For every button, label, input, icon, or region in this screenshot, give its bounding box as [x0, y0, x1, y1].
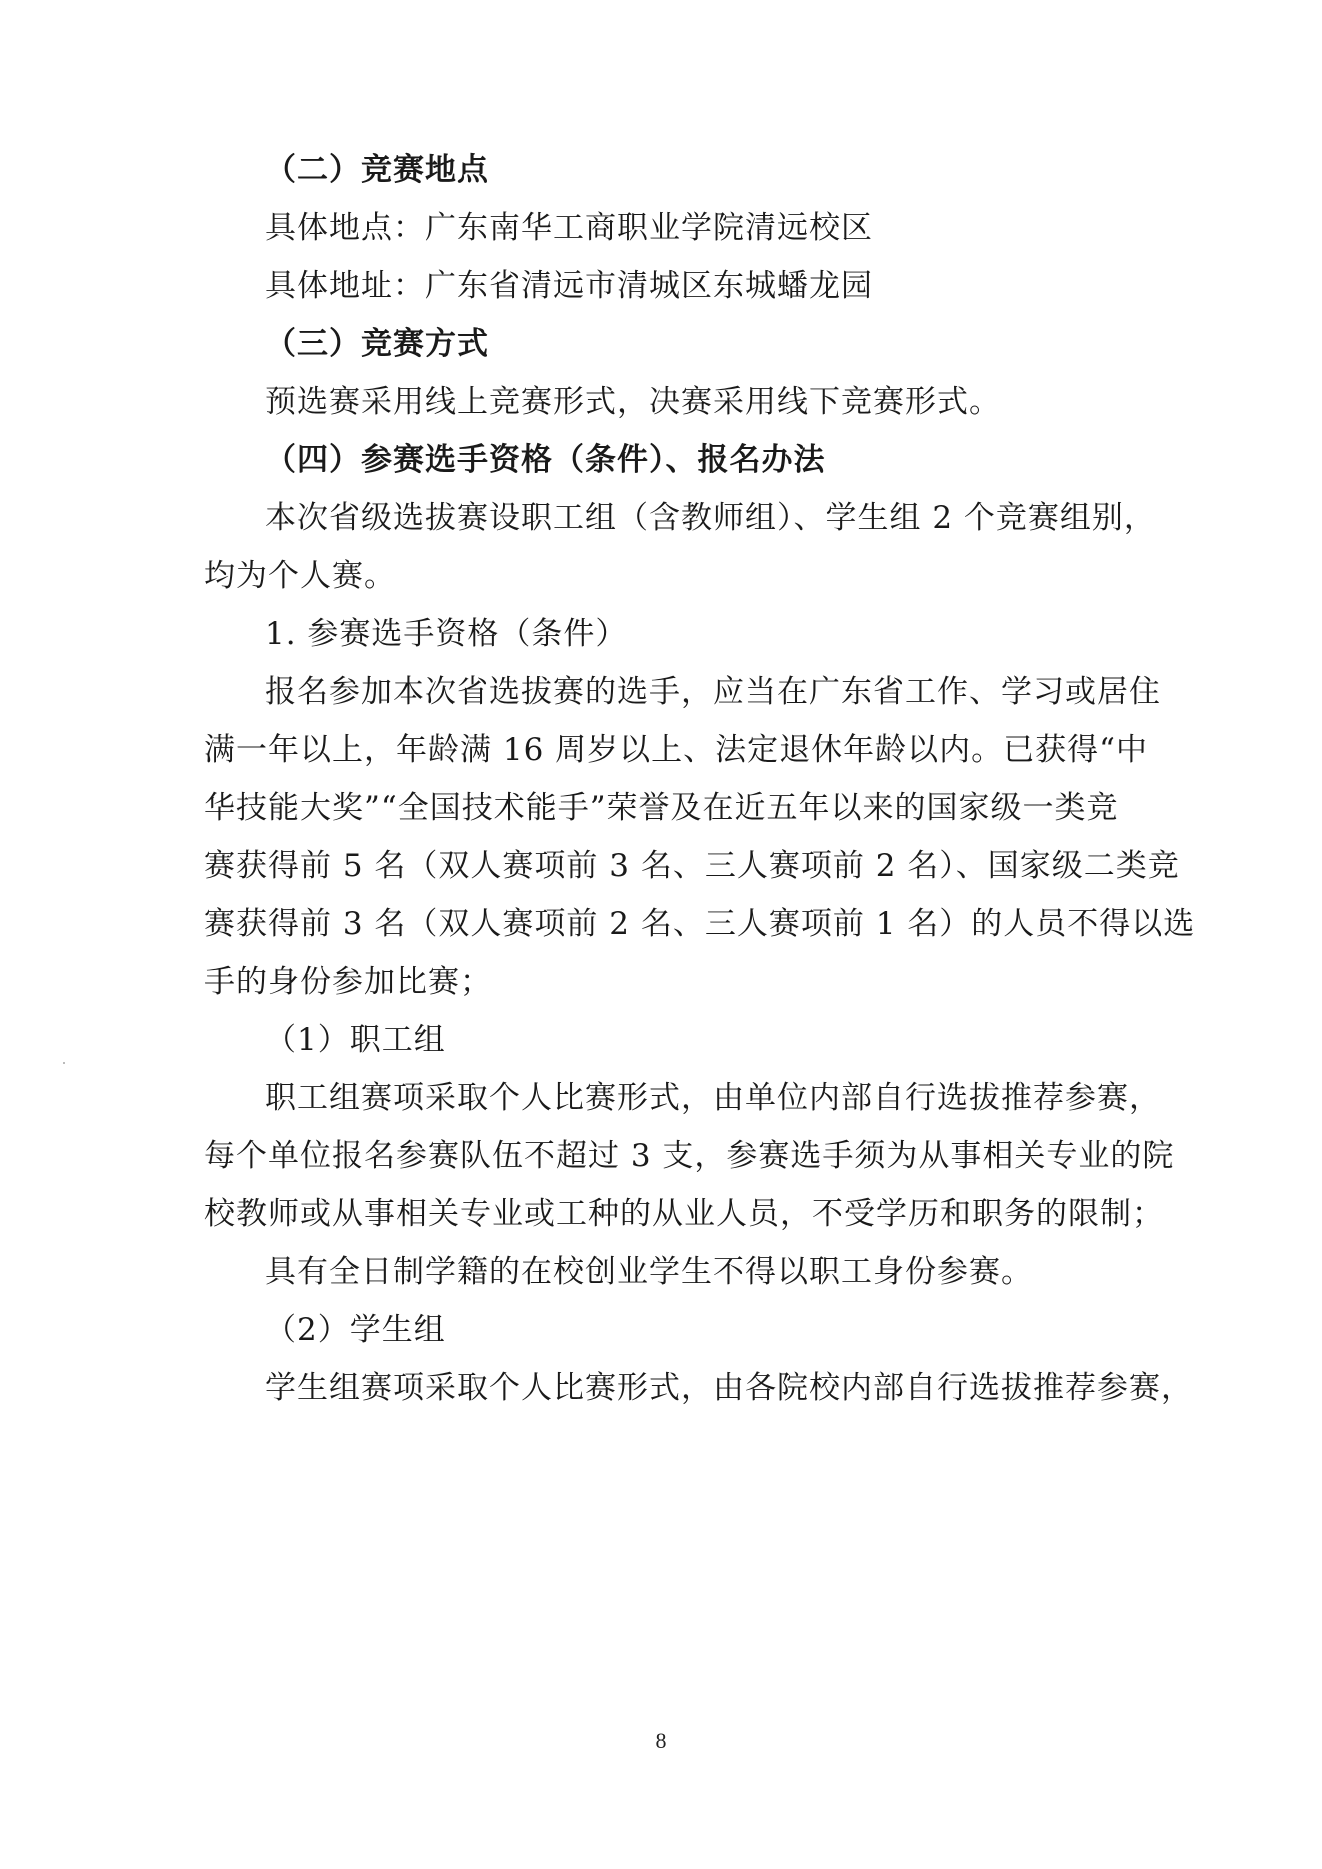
- paragraph-line: 学生组赛项采取个人比赛形式，由各院校内部自行选拔推荐参赛，: [265, 1370, 1193, 1406]
- paragraph-line: 报名参加本次省选拔赛的选手，应当在广东省工作、学习或居住: [265, 674, 1161, 710]
- subheading-staff-group: （1）职工组: [265, 1022, 446, 1058]
- section-heading-venue: （二）竞赛地点: [265, 152, 489, 188]
- paragraph-line: 华技能大奖”“全国技术能手”荣誉及在近五年以来的国家级一类竞: [204, 790, 1119, 826]
- paragraph-line: 均为个人赛。: [204, 558, 396, 594]
- paragraph-line: 本次省级选拔赛设职工组（含教师组）、学生组 2 个竞赛组别，: [265, 500, 1156, 536]
- page-number: 8: [655, 1728, 667, 1753]
- paragraph-line: 校教师或从事相关专业或工种的从业人员，不受学历和职务的限制；: [204, 1196, 1164, 1232]
- section-heading-eligibility: （四）参赛选手资格（条件）、报名办法: [265, 442, 826, 478]
- paragraph-line: 手的身份参加比赛；: [204, 964, 492, 1000]
- paragraph-line: 满一年以上，年龄满 16 周岁以上、法定退休年龄以内。已获得“中: [204, 732, 1148, 768]
- venue-place: 具体地点：广东南华工商职业学院清远校区: [265, 210, 873, 246]
- section-heading-format: （三）竞赛方式: [265, 326, 489, 362]
- format-text: 预选赛采用线上竞赛形式，决赛采用线下竞赛形式。: [265, 384, 1001, 420]
- paragraph-line: 赛获得前 3 名（双人赛项前 2 名、三人赛项前 1 名）的人员不得以选: [204, 906, 1196, 942]
- venue-address: 具体地址：广东省清远市清城区东城蟠龙园: [265, 268, 873, 304]
- scan-speck: [63, 1062, 65, 1064]
- subheading-student-group: （2）学生组: [265, 1312, 446, 1348]
- subheading-qualification: 1. 参赛选手资格（条件）: [265, 616, 628, 652]
- paragraph-line: 赛获得前 5 名（双人赛项前 3 名、三人赛项前 2 名）、国家级二类竞: [204, 848, 1180, 884]
- paragraph-line: 每个单位报名参赛队伍不超过 3 支，参赛选手须为从事相关专业的院: [204, 1138, 1175, 1174]
- paragraph-line: 职工组赛项采取个人比赛形式，由单位内部自行选拔推荐参赛，: [265, 1080, 1161, 1116]
- paragraph-line: 具有全日制学籍的在校创业学生不得以职工身份参赛。: [265, 1254, 1033, 1290]
